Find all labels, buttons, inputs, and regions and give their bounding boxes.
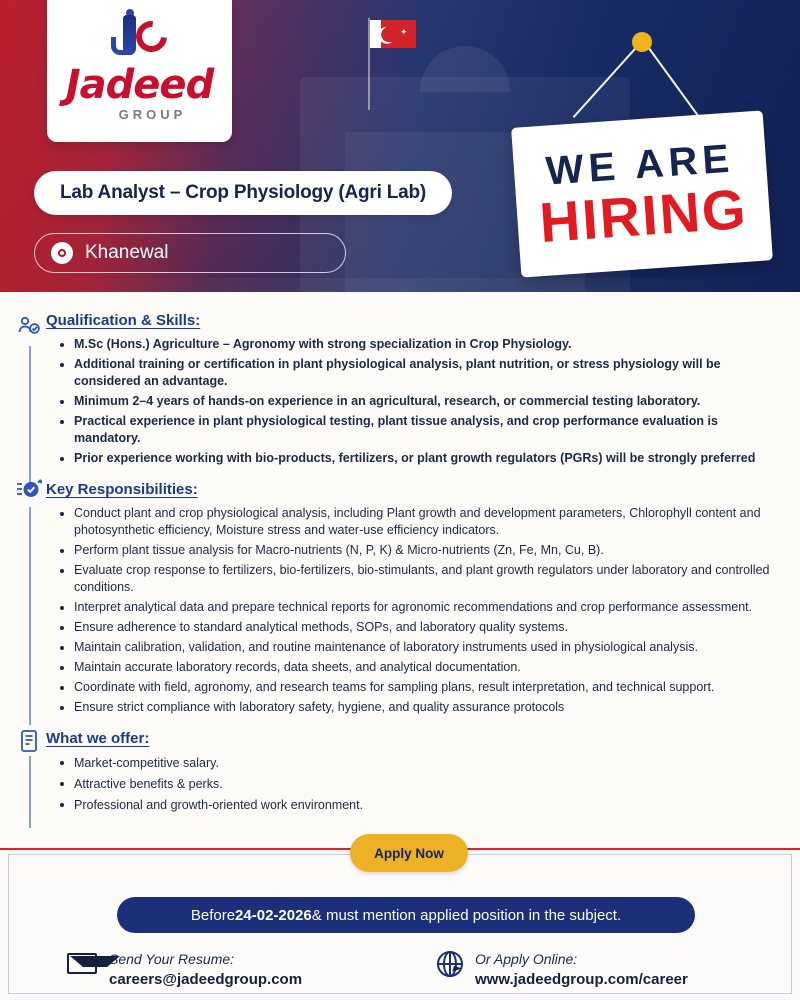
poster-footer [0,845,800,1000]
responsibilities-list [46,505,774,716]
deadline-date: 24-02-2026 [235,906,312,924]
resume-contact [67,951,427,988]
list-item: Interpret analytical data and prepare technical reports for agronomic recommendations and crop performance assessment. [60,599,774,616]
section-heading: Key Responsibilities: [46,481,198,498]
online-contact [437,951,688,988]
footer-frame [8,845,792,994]
globe-icon [437,951,463,977]
deadline-prefix: Before [190,906,236,924]
sign-line-1: WE ARE [544,136,736,194]
job-title: Lab Analyst – Crop Physiology (Agri Lab) [60,182,427,203]
section-rail [29,756,31,828]
deadline-suffix: & must mention applied position in the subject. [311,906,622,924]
list-item: Evaluate crop response to fertilizers, bio-fertilizers, bio-stimulants, and plant growth regulators under laboratory and controlled conditions. [60,562,774,596]
section-heading: Qualification & Skills: [46,312,201,329]
background-dome [420,46,510,92]
company-logo [47,0,232,142]
envelope-icon [67,953,97,974]
jadeed-monogram-icon [109,15,171,63]
online-label: Or Apply Online: [475,951,578,967]
location-pin-icon [51,242,73,264]
list-item: Market-competitive salary. [60,754,774,772]
list-item: Maintain accurate laboratory records, data sheets, and analytical documentation. [60,659,774,676]
list-item: Maintain calibration, validation, and routine maintenance of laboratory instruments used in physiological analysis. [60,639,774,656]
section-offer [0,730,800,814]
list-item: Perform plant tissue analysis for Macro-nutrients (N, P, K) & Micro-nutrients (Zn, Fe, Mn, Cu, B). [60,542,774,559]
list-item: Minimum 2–4 years of hands-on experience in an agricultural, research, or commercial testing laboratory. [60,393,774,410]
list-item: Additional training or certification in plant physiological analysis, plant nutrition, or stress physiology will be considered an advantage. [60,356,774,390]
sign-string-right [642,39,705,124]
pakistan-flag-icon: ✦ [370,20,416,48]
qualification-badge-icon [16,312,42,338]
section-rail [29,507,31,725]
job-location-pill [34,233,346,273]
section-responsibilities [0,481,800,716]
poster-header [0,0,800,292]
list-item: Attractive benefits & perks. [60,775,774,793]
deadline-banner [117,897,695,933]
footer-contacts [9,951,800,988]
career-url[interactable]: www.jadeedgroup.com/career [475,971,688,988]
sign-knob-icon [632,32,652,52]
resume-email[interactable]: careers@jadeedgroup.com [109,971,303,988]
poster-body [0,292,800,848]
list-item: Professional and growth-oriented work environment. [60,796,774,814]
resume-label: Send Your Resume: [109,951,235,967]
apply-now-button[interactable]: Apply Now [350,834,468,872]
offer-list [46,754,774,814]
sign-line-2: HIRING [537,176,750,255]
list-item: M.Sc (Hons.) Agriculture – Agronomy with strong specialization in Crop Physiology. [60,336,774,353]
section-heading: What we offer: [46,730,150,747]
list-item: Practical experience in plant physiological testing, plant tissue analysis, and crop performance evaluation is mandatory. [60,413,774,447]
list-item: Coordinate with field, agronomy, and research teams for sampling plans, result interpretation, and technical support. [60,679,774,696]
job-title-pill [34,171,452,215]
sign-string-left [573,39,644,118]
list-item: Conduct plant and crop physiological analysis, including Plant growth and development parameters, Chlorophyll content and photosynthetic efficiency, Moisture stress and water-use efficiency indicators. [60,505,774,539]
logo-subtitle: GROUP [118,106,187,122]
list-item: Prior experience working with bio-products, fertilizers, or plant growth regulators (PGRs) will be strongly preferred [60,450,774,467]
qualification-list [46,336,774,467]
we-are-hiring-sign [506,24,776,292]
checklist-target-icon [16,477,42,503]
job-location: Khanewal [85,242,169,263]
section-rail [29,346,31,496]
section-qualification [0,312,800,467]
list-item: Ensure adherence to standard analytical methods, SOPs, and laboratory quality systems. [60,619,774,636]
document-offer-icon [16,728,42,754]
list-item: Ensure strict compliance with laboratory safety, hygiene, and quality assurance protocols [60,699,774,716]
logo-wordmark: Jadeed [65,61,214,108]
